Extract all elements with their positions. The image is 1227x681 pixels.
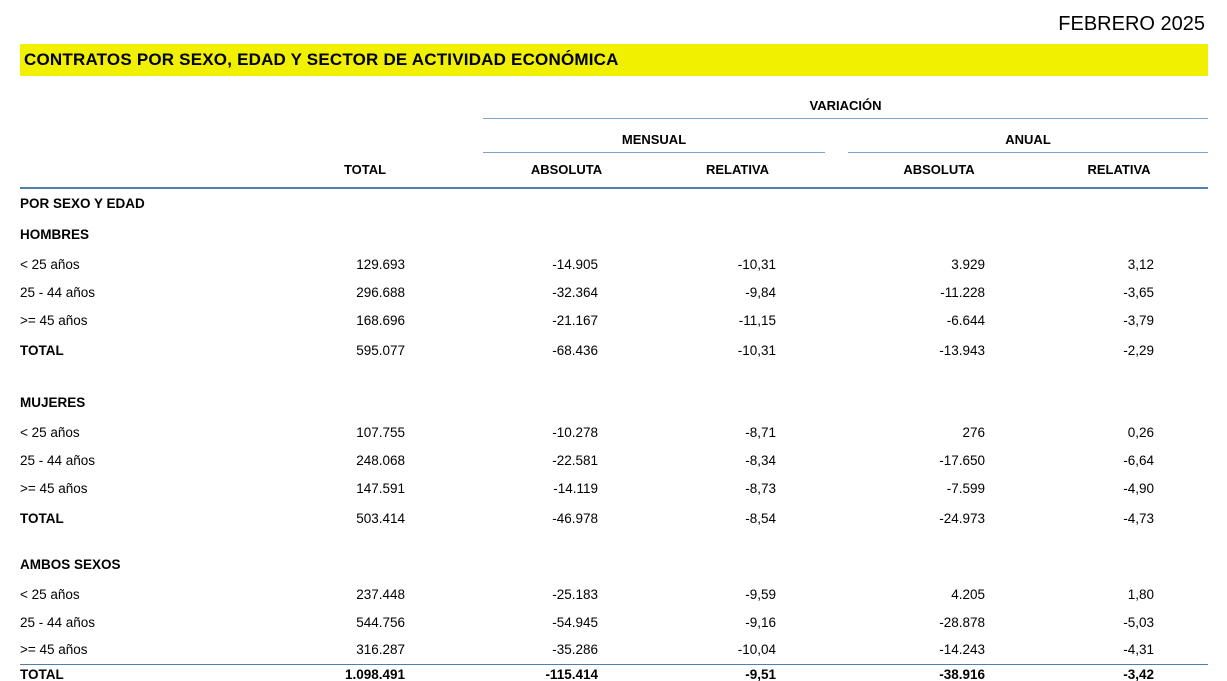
table-row bbox=[20, 418, 1208, 446]
mensual-relativa-value: -8,73 bbox=[745, 480, 776, 496]
row-label: >= 45 años bbox=[20, 480, 88, 496]
total-value: 1.098.491 bbox=[300, 664, 483, 681]
mensual-relativa-value: -9,84 bbox=[745, 284, 776, 300]
header-row-variacion bbox=[20, 90, 1208, 118]
group-header-hombres bbox=[20, 218, 1208, 250]
col-header-total: TOTAL bbox=[300, 152, 483, 188]
gap-cell bbox=[825, 418, 848, 446]
total-value: 237.448 bbox=[356, 586, 405, 602]
contracts-table bbox=[20, 90, 1208, 681]
group-header-ambos-sexos bbox=[20, 548, 1208, 580]
mensual-relativa-value: -10,04 bbox=[737, 642, 776, 658]
title-banner bbox=[20, 44, 1208, 76]
anual-relativa-value: -5,03 bbox=[1123, 614, 1155, 630]
mensual-absoluta-value: -25.183 bbox=[552, 586, 598, 602]
header-row-periodos bbox=[20, 118, 1208, 152]
mensual-relativa-value: -8,34 bbox=[745, 452, 776, 468]
anual-relativa-value: 1,80 bbox=[1127, 586, 1155, 602]
anual-absoluta-value: -13.943 bbox=[939, 342, 985, 358]
table-body bbox=[20, 188, 1208, 681]
page-title: CONTRATOS POR SEXO, EDAD Y SECTOR DE ACTIVIDAD ECONÓMICA bbox=[24, 50, 619, 69]
spacer-row bbox=[20, 534, 1208, 548]
group-title: AMBOS SEXOS bbox=[20, 556, 121, 572]
total-value: 248.068 bbox=[356, 452, 405, 468]
mensual-relativa-value: -9,59 bbox=[745, 586, 776, 602]
row-label: < 25 años bbox=[20, 586, 80, 602]
header-empty-cell bbox=[20, 152, 300, 188]
table-row bbox=[20, 608, 1208, 636]
total-value: 107.755 bbox=[356, 424, 405, 440]
report-period: FEBRERO 2025 bbox=[1058, 13, 1205, 35]
table-row bbox=[20, 306, 1208, 334]
anual-relativa-value: -3,79 bbox=[1123, 312, 1155, 328]
total-value: 316.287 bbox=[356, 642, 405, 658]
table-row bbox=[20, 250, 1208, 278]
row-label: TOTAL bbox=[20, 510, 64, 526]
anual-absoluta-value: 4.205 bbox=[951, 586, 985, 602]
gap-cell bbox=[825, 608, 848, 636]
col-header-absoluta-anual: ABSOLUTA bbox=[848, 152, 1030, 188]
total-value: 168.696 bbox=[356, 312, 405, 328]
col-header-anual: ANUAL bbox=[848, 118, 1208, 152]
total-value: 296.688 bbox=[356, 284, 405, 300]
anual-absoluta-value: -28.878 bbox=[939, 614, 985, 630]
spacer-row bbox=[20, 366, 1208, 386]
anual-absoluta-value: -7.599 bbox=[946, 480, 985, 496]
mensual-absoluta-value: -46.978 bbox=[552, 510, 598, 526]
group-title: MUJERES bbox=[20, 394, 86, 410]
mensual-absoluta-value: -115.414 bbox=[483, 664, 650, 681]
mensual-relativa-value: -9,51 bbox=[650, 664, 825, 681]
mensual-relativa-value: -8,54 bbox=[745, 510, 776, 526]
anual-absoluta-value: 3.929 bbox=[951, 256, 985, 272]
mensual-absoluta-value: -14.905 bbox=[552, 256, 598, 272]
row-label: TOTAL bbox=[20, 664, 300, 681]
header-gap-cell bbox=[825, 152, 848, 188]
mensual-relativa-value: -9,16 bbox=[745, 614, 776, 630]
anual-absoluta-value: 276 bbox=[962, 424, 985, 440]
anual-relativa-value: -3,42 bbox=[1030, 664, 1208, 681]
gap-cell bbox=[825, 580, 848, 608]
anual-absoluta-value: -24.973 bbox=[939, 510, 985, 526]
anual-absoluta-value: -11.228 bbox=[940, 284, 985, 300]
col-header-mensual: MENSUAL bbox=[483, 118, 825, 152]
table-row bbox=[20, 636, 1208, 664]
row-label: >= 45 años bbox=[20, 312, 88, 328]
section-header-row bbox=[20, 188, 1208, 218]
gap-cell bbox=[825, 278, 848, 306]
mensual-absoluta-value: -10.278 bbox=[552, 424, 598, 440]
total-value: 129.693 bbox=[356, 256, 405, 272]
col-header-absoluta-mensual: ABSOLUTA bbox=[483, 152, 650, 188]
anual-absoluta-value: -14.243 bbox=[939, 642, 985, 658]
row-label: < 25 años bbox=[20, 424, 80, 440]
table-row bbox=[20, 278, 1208, 306]
mensual-absoluta-value: -32.364 bbox=[552, 284, 598, 300]
mensual-absoluta-value: -21.167 bbox=[552, 312, 598, 328]
row-label: TOTAL bbox=[20, 342, 64, 358]
table-row bbox=[20, 580, 1208, 608]
mensual-absoluta-value: -14.119 bbox=[553, 480, 598, 496]
gap-cell bbox=[825, 474, 848, 502]
anual-relativa-value: -4,73 bbox=[1123, 510, 1155, 526]
mensual-relativa-value: -11,15 bbox=[738, 312, 776, 328]
group-header-mujeres bbox=[20, 386, 1208, 418]
anual-relativa-value: -2,29 bbox=[1123, 342, 1155, 358]
grand-total-row bbox=[20, 664, 1208, 681]
total-value: 595.077 bbox=[356, 342, 405, 358]
group-title: HOMBRES bbox=[20, 226, 90, 242]
mensual-absoluta-value: -54.945 bbox=[552, 614, 598, 630]
col-header-relativa-mensual: RELATIVA bbox=[650, 152, 825, 188]
header-row-medidas bbox=[20, 152, 1208, 188]
anual-absoluta-value: -38.916 bbox=[848, 664, 1030, 681]
anual-relativa-value: 0,26 bbox=[1127, 424, 1155, 440]
total-value: 544.756 bbox=[356, 614, 405, 630]
mensual-absoluta-value: -22.581 bbox=[552, 452, 598, 468]
group-total-row bbox=[20, 502, 1208, 534]
row-label: 25 - 44 años bbox=[20, 614, 96, 630]
gap-cell bbox=[825, 502, 848, 534]
col-header-relativa-anual: RELATIVA bbox=[1030, 152, 1208, 188]
anual-relativa-value: -6,64 bbox=[1123, 452, 1155, 468]
table-row bbox=[20, 446, 1208, 474]
gap-cell bbox=[825, 306, 848, 334]
row-label: < 25 años bbox=[20, 256, 80, 272]
mensual-relativa-value: -10,31 bbox=[737, 342, 776, 358]
gap-cell bbox=[825, 636, 848, 664]
row-label: 25 - 44 años bbox=[20, 452, 96, 468]
gap-cell bbox=[825, 250, 848, 278]
mensual-absoluta-value: -68.436 bbox=[552, 342, 598, 358]
anual-relativa-value: -4,31 bbox=[1123, 642, 1155, 658]
anual-relativa-value: -4,90 bbox=[1123, 480, 1155, 496]
header-empty-cell bbox=[20, 90, 483, 118]
group-total-row bbox=[20, 334, 1208, 366]
gap-cell bbox=[825, 334, 848, 366]
anual-relativa-value: 3,12 bbox=[1127, 256, 1155, 272]
gap-cell bbox=[825, 446, 848, 474]
total-value: 147.591 bbox=[356, 480, 405, 496]
section-title: POR SEXO Y EDAD bbox=[20, 196, 145, 211]
header-empty-cell bbox=[20, 118, 483, 152]
table-row bbox=[20, 474, 1208, 502]
anual-relativa-value: -3,65 bbox=[1123, 284, 1155, 300]
row-label: 25 - 44 años bbox=[20, 284, 96, 300]
table-header bbox=[20, 90, 1208, 188]
mensual-absoluta-value: -35.286 bbox=[552, 642, 598, 658]
header-gap-cell bbox=[825, 118, 848, 152]
mensual-relativa-value: -10,31 bbox=[737, 256, 776, 272]
gap-cell bbox=[825, 664, 848, 681]
mensual-relativa-value: -8,71 bbox=[745, 424, 776, 440]
row-label: >= 45 años bbox=[20, 642, 88, 658]
anual-absoluta-value: -6.644 bbox=[946, 312, 985, 328]
total-value: 503.414 bbox=[356, 510, 405, 526]
anual-absoluta-value: -17.650 bbox=[939, 452, 985, 468]
col-header-variacion: VARIACIÓN bbox=[483, 90, 1208, 118]
